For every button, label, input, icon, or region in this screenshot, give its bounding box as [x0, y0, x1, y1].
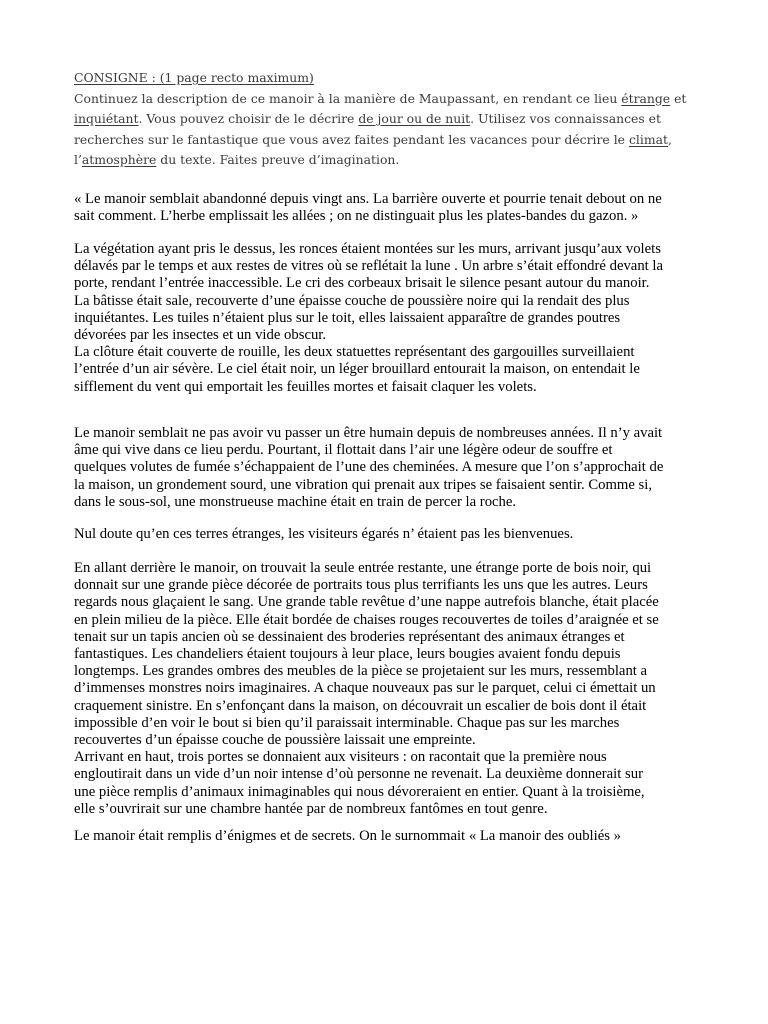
- consigne-text: du texte. Faites preuve d’imagination.: [156, 152, 400, 167]
- paragraph-vegetation: [74, 241, 714, 396]
- consigne-title: [74, 68, 694, 89]
- text-line: dévorées par les insectes et un vide obscur.: [74, 327, 327, 344]
- consigne-text: . Utilisez vos connaissances et: [470, 111, 661, 126]
- text-line: l’entrée d’un air sévère. Le ciel était noir, un léger brouillard entourait la maison, on entendait le: [74, 361, 640, 378]
- consigne-text: . Vous pouvez choisir de le décrire: [138, 111, 359, 126]
- text-line: sifflement du vent qui emportait les feuilles mortes et faisait claquer les volets.: [74, 378, 537, 395]
- consigne-text: Continuez la description de ce manoir à la manière de Maupassant, en rendant ce lieu: [74, 90, 622, 106]
- text-line: recouvertes d’un épaisse couche de poussière laissait une empreinte.: [74, 732, 476, 749]
- text-line: une pièce remplis d’animaux inimaginables qui nous dévoreraient en entier. Quant à la troisième,: [74, 783, 645, 800]
- consigne-underlined-word: étrange: [621, 90, 671, 106]
- text-line: d’immenses monstres noirs imaginaires. A chaque nouveaux pas sur le parquet, celui ci émettait un: [74, 680, 656, 697]
- consigne-text: l’: [74, 152, 82, 167]
- text-line: dans le sous-sol, une monstrueuse machine était en train de percer la roche.: [74, 493, 517, 510]
- text-line: inquiétantes. Les tuiles n’étaient plus sur le toit, elles laissaient apparaître de grandes poutres: [74, 309, 621, 326]
- text-line: La bâtisse était sale, recouverte d’une épaisse couche de poussière noire qui la rendait des plus: [74, 292, 630, 309]
- text-line: longtemps. Les grandes ombres des meubles de la pièce se projetaient sur les murs, ressemblant a: [74, 663, 648, 680]
- consigne-underlined-word: inquiétant: [74, 111, 139, 126]
- consigne-underlined-word: de jour ou de nuit: [358, 111, 471, 126]
- text-line: Arrivant en haut, trois portes se donnaient aux visiteurs : on racontait que la première nous: [74, 749, 607, 766]
- paragraph-human: [74, 425, 714, 511]
- quote-paragraph: [74, 191, 714, 225]
- text-line: regards nous glaçaient le sang. Une grande table revêtue d’une nappe autrefois blanche, était placée: [74, 594, 659, 611]
- paragraph-secrets: [74, 828, 714, 845]
- text-line: « Le manoir semblait abandonné depuis vingt ans. La barrière ouverte et pourrie tenait debout on ne: [74, 191, 662, 207]
- consigne-title-text: CONSIGNE : (1 page recto maximum): [74, 70, 314, 85]
- consigne-line: [74, 130, 694, 151]
- text-line: délavés par le temps et aux restes de vitres où se reflétait la lune . Un arbre s’était effondré devant la: [74, 258, 664, 275]
- text-line: craquement sinistre. En s’enfonçant dans la maison, on découvrait un escalier de bois dont il était: [74, 697, 647, 714]
- text-line: La clôture était couverte de rouille, les deux statuettes représentant des gargouilles surveillaient: [74, 344, 635, 361]
- consigne-underlined-word: climat: [628, 131, 668, 147]
- consigne-line: [74, 150, 694, 171]
- consigne-text: et: [670, 90, 687, 106]
- text-line: En allant derrière le manoir, on trouvait la seule entrée restante, une étrange porte de bois noir, qui: [74, 560, 652, 576]
- paragraph-visitors: [74, 526, 714, 543]
- text-line: la maison, un grondement sourd, une vibration qui prenait aux tripes se faisaient sentir. Comme si,: [74, 476, 652, 493]
- text-line: Le manoir semblait ne pas avoir vu passer un être humain depuis de nombreuses années. Il n’y avait: [74, 425, 663, 441]
- text-line: engloutirait dans un vide d’un noir intense d’où personne ne revenait. La deuxième donnerait sur: [74, 766, 643, 783]
- text-line: La végétation ayant pris le dessus, les ronces étaient montées sur les murs, arrivant jusqu’aux volets: [74, 241, 661, 257]
- text-line: Nul doute qu’en ces terres étranges, les visiteurs égarés n’ étaient pas les bienvenues.: [74, 526, 574, 542]
- text-line: elle s’ouvrirait sur une chambre hantée par de nombreux fantômes en tout genre.: [74, 800, 548, 817]
- consigne-line: [74, 89, 694, 110]
- text-line: fantastiques. Les chandeliers étaient toujours à leur place, leurs bougies avaient fondu depuis: [74, 646, 621, 663]
- consigne-underlined-word: atmosphère: [81, 152, 157, 167]
- consigne-text: ,: [667, 131, 672, 147]
- consigne-block: [74, 68, 694, 171]
- consigne-text: recherches sur le fantastique que vous avez faites pendant les vacances pour décrire le: [74, 131, 629, 147]
- text-line: sait comment. L’herbe emplissait les allées ; on ne distinguait plus les plates-bandes du gazon. »: [74, 208, 639, 225]
- text-line: tenait sur un tapis ancien où se dessinaient des broderies représentant des animaux étranges et: [74, 628, 625, 645]
- consigne-line: [74, 109, 694, 130]
- text-line: donnait sur une grande pièce décorée de portraits tous plus terrifiants les uns que les autres. Leurs: [74, 577, 648, 594]
- paragraph-interior: [74, 560, 714, 818]
- text-line: impossible d’en voir le bout si bien qu’il paraissait interminable. Chaque pas sur les marches: [74, 714, 620, 731]
- text-line: en plein milieu de la pièce. Elle était bordée de chaises rouges recouvertes de toiles d’araignée et se: [74, 611, 659, 628]
- text-line: âme qui vive dans ce lieu perdu. Pourtant, il flottait dans l’air une légère odeur de souffre et: [74, 442, 613, 459]
- text-line: porte, rendant l’entrée inaccessible. Le cri des corbeaux brisait le silence pesant autour du manoir.: [74, 275, 650, 292]
- text-line: quelques volutes de fumée s’échappaient de l’une des cheminées. A mesure que l’on s’approchait de: [74, 459, 664, 476]
- text-line: Le manoir était remplis d’énigmes et de secrets. On le surnommait « La manoir des oubliés »: [74, 828, 621, 844]
